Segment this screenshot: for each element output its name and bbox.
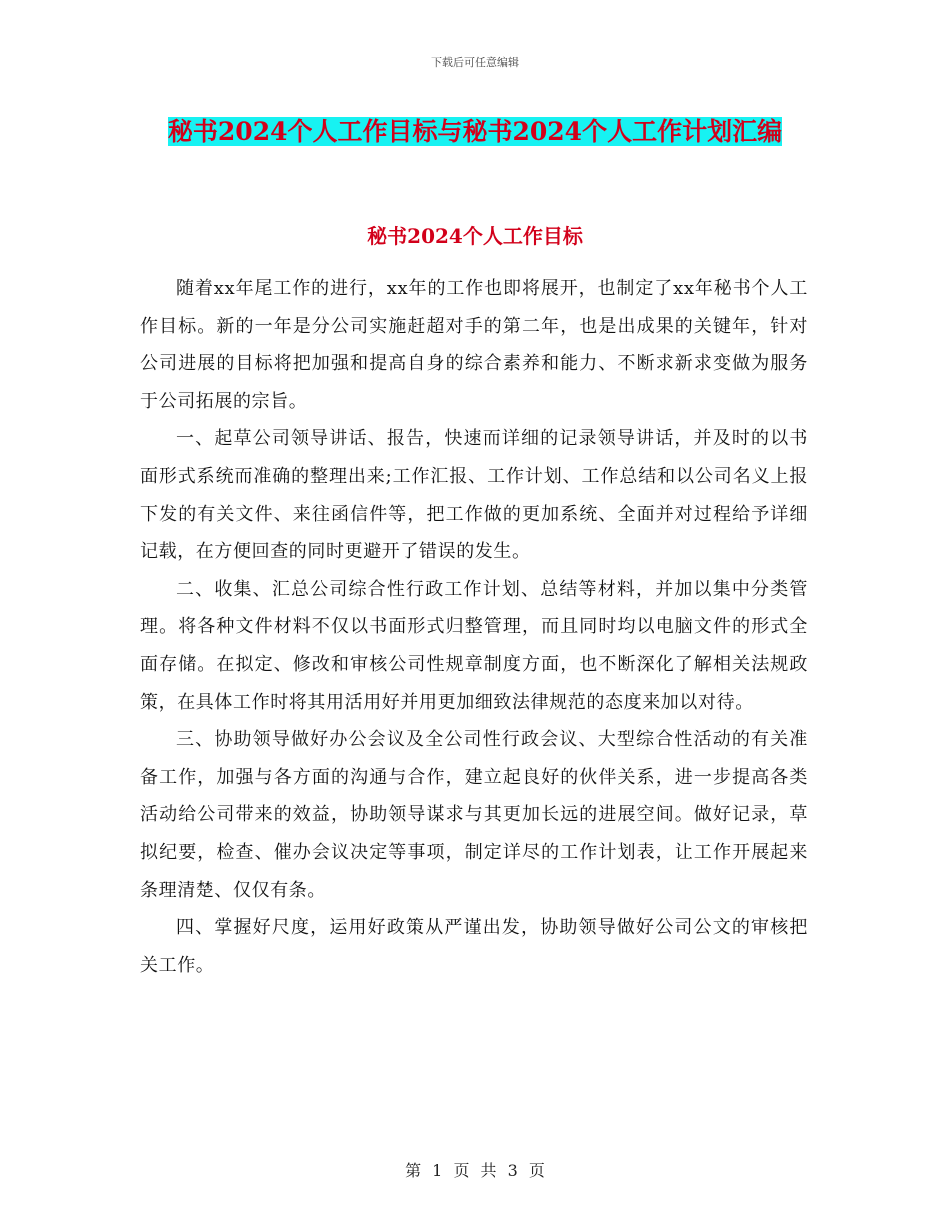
page-header-note: 下载后可任意编辑 [431, 56, 519, 69]
document-title-text: 秘书2024个人工作目标与秘书2024个人工作计划汇编 [167, 117, 783, 146]
paragraph-item-1: 一、起草公司领导讲话、报告，快速而详细的记录领导讲话，并及时的以书面形式系统而准确的整理出来;工作汇报、工作计划、工作总结和以公司名义上报下发的有关文件、来往函信件等，把工作做的更加系统、全面并对过程给予详细记载，在方便回查的同时更避开了错误的发生。 [140, 428, 808, 563]
page-number: 第 1 页 共 3 页 [405, 1161, 545, 1180]
document-title [140, 110, 810, 154]
paragraph-intro: 随着xx年尾工作的进行，xx年的工作也即将展开，也制定了xx年秘书个人工作目标。新的一年是分公司实施赶超对手的第二年，也是出成果的关键年，针对公司进展的目标将把加强和提高自身的综合素养和能力、不断求新求变做为服务于公司拓展的宗旨。 [140, 278, 808, 412]
paragraph-item-2: 二、收集、汇总公司综合性行政工作计划、总结等材料，并加以集中分类管理。将各种文件材料不仅以书面形式归整管理，而且同时均以电脑文件的形式全面存储。在拟定、修改和审核公司性规章制度方面，也不断深化了解相关法规政策，在具体工作时将其用活用好并用更加细致法律规范的态度来加以对待。 [140, 578, 808, 713]
section-title: 秘书2024个人工作目标 [367, 224, 583, 248]
paragraph-item-3: 三、协助领导做好办公会议及全公司性行政会议、大型综合性活动的有关准备工作，加强与各方面的沟通与合作，建立起良好的伙伴关系，进一步提高各类活动给公司带来的效益，协助领导谋求与其更加长远的进展空间。做好记录，草拟纪要，检查、催办会议决定等事项，制定详尽的工作计划表，让工作开展起来条理清楚、仅仅有条。 [140, 729, 808, 901]
document-body [140, 270, 808, 984]
paragraph-item-4: 四、掌握好尺度，运用好政策从严谨出发，协助领导做好公司公文的审核把关工作。 [140, 917, 808, 976]
